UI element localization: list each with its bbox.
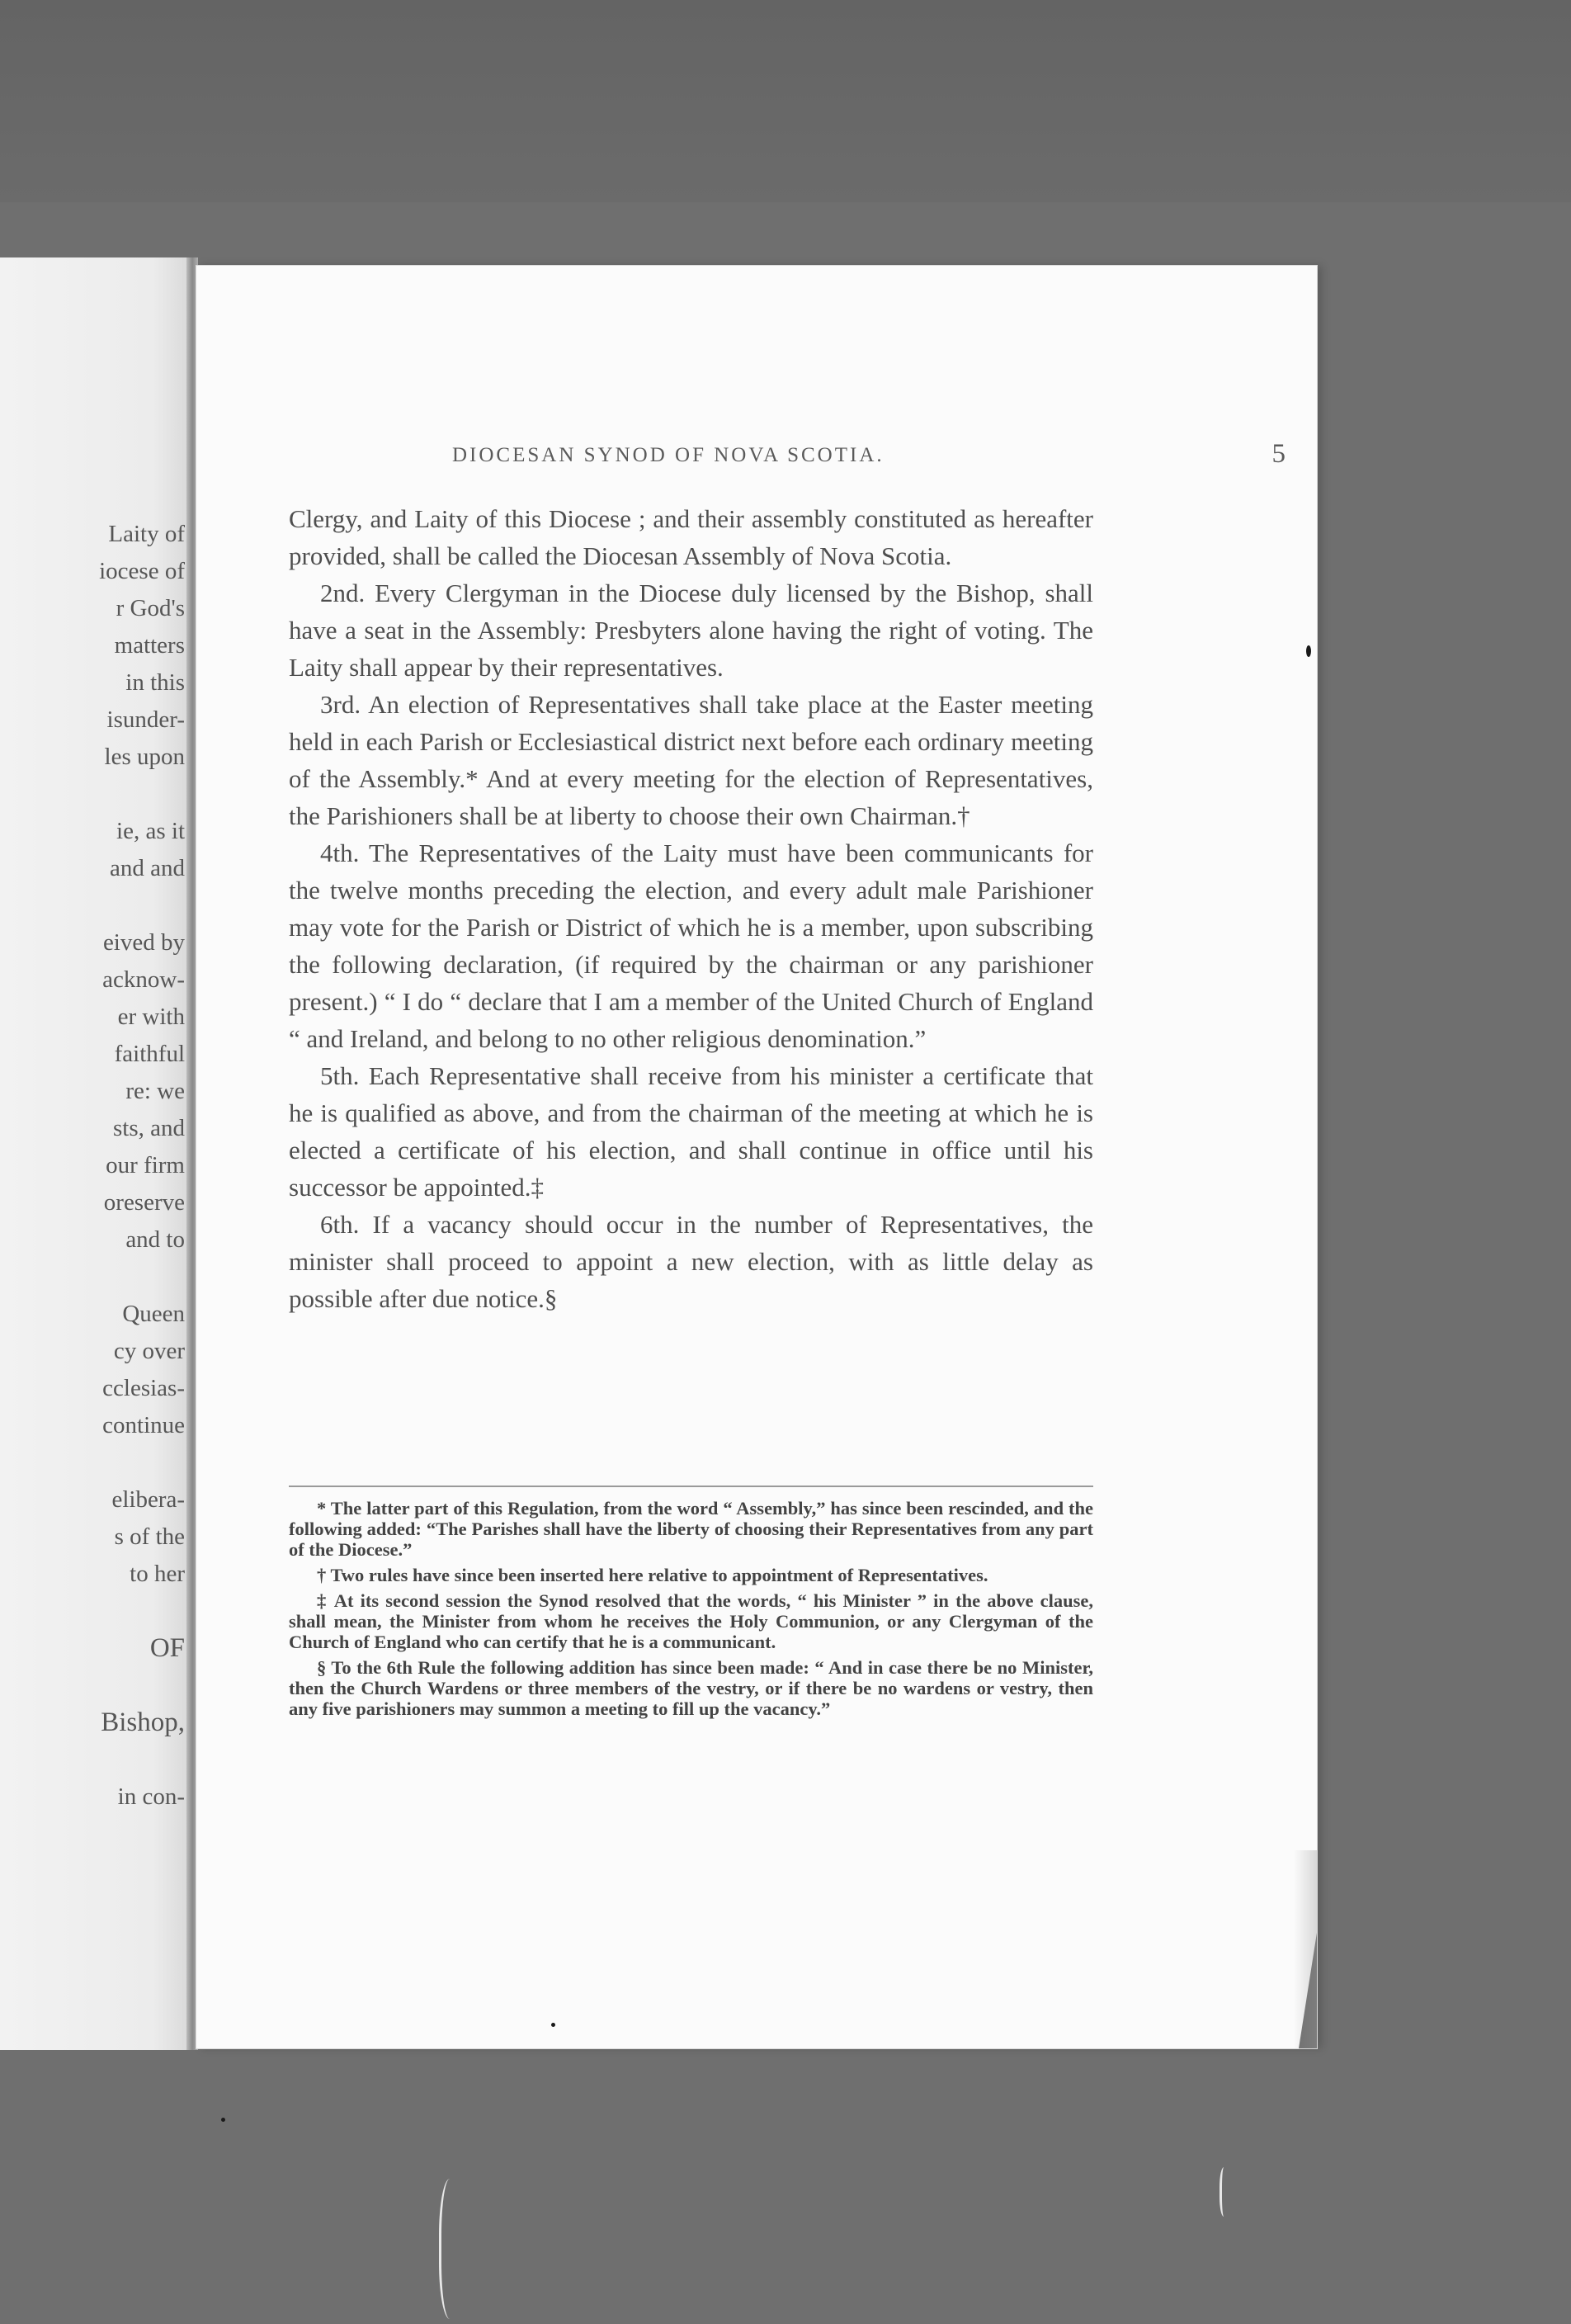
left-page-line: ie, as it: [116, 818, 185, 844]
left-page-line: and and: [110, 855, 185, 881]
left-page-fragment: [0, 257, 191, 2050]
left-page-gap: [0, 1741, 185, 1778]
left-page-line: in con-: [117, 1783, 185, 1810]
left-page-line: r God's: [116, 595, 185, 621]
footnotes: [289, 1498, 1093, 1724]
scanner-background: [0, 0, 1571, 202]
left-page-line: in this: [125, 669, 185, 696]
left-page-line: cy over: [113, 1338, 185, 1364]
paragraph-rule-5: 5th. Each Representative shall receive from his minister a certificate that he is qualified as above, and from the chairman of the meeting at which he is elected a certificate of his election, and shall continue in office until his successor be appointed.‡: [289, 1061, 1093, 1202]
left-page-line: OF: [149, 1633, 185, 1663]
left-page-line: cclesias-: [102, 1375, 185, 1401]
footnote-double-dagger: ‡ At its second session the Synod resolved that the words, “ his Minister ” in the above clause, shall mean, the Minister from whom he receives the Holy Communion, or any Clergyman of the Church of England who can certify that he is a communicant.: [289, 1590, 1093, 1652]
left-page-line: isunder-: [106, 706, 185, 733]
left-page-line: and to: [125, 1226, 185, 1253]
page: [196, 266, 1317, 2048]
torn-corner: [1299, 1933, 1317, 2048]
left-page-line: elibera-: [111, 1486, 185, 1513]
left-page-gap: [0, 1444, 185, 1481]
paragraph-rule-4: 4th. The Representatives of the Laity must have been communicants for the twelve months preceding the election, and every adult male Parishioner may vote for the Parish or District of which he is a member, upon subscribing the following declaration, (if required by the chairman or any parishioner present.) “ I do “ declare that I am a member of the United Church of England “ and Ireland, and belong to no other religious denomination.”: [289, 838, 1093, 1053]
left-page-text-column: [0, 516, 185, 1816]
footnote-dagger: † Two rules have since been inserted here relative to appointment of Representatives.: [317, 1565, 988, 1585]
dust-speck: [1306, 645, 1311, 657]
footnote-section-sign: § To the 6th Rule the following addition has since been made: “ And in case there be no Minister, then the Church Wardens or three members of the vestry, or if there be no wardens or vestry, then any five parishioners may summon a meeting to fill up the vacancy.”: [289, 1657, 1093, 1719]
dust-speck: [551, 2023, 555, 2027]
left-page-gap: [0, 1667, 185, 1704]
left-page-line: Queen: [122, 1301, 185, 1327]
paragraph-continuation: Clergy, and Laity of this Diocese ; and their assembly constituted as hereafter provided, shall be called the Diocesan Assembly of Nova Scotia.: [289, 504, 1093, 570]
left-page-line: continue: [102, 1412, 185, 1438]
footnote-divider: [289, 1486, 1093, 1487]
page-number: 5: [1271, 439, 1286, 469]
left-page-line: oreserve: [103, 1189, 185, 1216]
left-page-line: re: we: [125, 1078, 185, 1104]
left-page-line: acknow-: [102, 966, 185, 993]
left-page-line: les upon: [104, 744, 185, 770]
left-page-line: s of the: [114, 1523, 185, 1550]
body-text: [289, 500, 1093, 1317]
paragraph-rule-2: 2nd. Every Clergyman in the Diocese duly licensed by the Bishop, shall have a seat in the Assembly: Presbyters alone having the right of voting. The Laity shall appear by their representatives.: [289, 579, 1093, 682]
left-page-line: er with: [117, 1004, 185, 1030]
dust-speck: [221, 2118, 225, 2122]
left-page-line: to her: [130, 1561, 185, 1587]
scanner-lint: [439, 2179, 466, 2319]
left-page-line: matters: [114, 632, 185, 659]
scanner-lint: [1220, 2167, 1230, 2217]
left-page-gap: [0, 887, 185, 924]
left-page-line: iocese of: [99, 558, 185, 584]
left-page-gap: [0, 1259, 185, 1296]
left-page-line: faithful: [114, 1041, 185, 1067]
paragraph-rule-3: 3rd. An election of Representatives shall take place at the Easter meeting held in each Parish or Ecclesiastical district next before each ordinary meeting of the Assembly.* And at every meeting for the election of Representatives, the Parishioners shall be at liberty to choose their own Chairman.†: [289, 690, 1093, 830]
left-page-line: sts, and: [113, 1115, 185, 1141]
left-page-line: Laity of: [108, 521, 185, 547]
left-page-gap: [0, 1593, 185, 1630]
left-page-line: eived by: [102, 929, 185, 956]
left-page-gap: [0, 776, 185, 813]
paragraph-rule-6: 6th. If a vacancy should occur in the number of Representatives, the minister shall proceed to appoint a new election, with as little delay as possible after due notice.§: [289, 1210, 1093, 1313]
left-page-line: our firm: [106, 1152, 185, 1179]
running-title: DIOCESAN SYNOD OF NOVA SCOTIA.: [452, 444, 885, 466]
running-head: [452, 439, 1286, 472]
footnote-asterisk: * The latter part of this Regulation, from the word “ Assembly,” has since been rescinded, and the following added: “The Parishes shall have the liberty of choosing their Representatives from any part of the Diocese.”: [289, 1498, 1093, 1560]
left-page-line: Bishop,: [101, 1708, 185, 1737]
